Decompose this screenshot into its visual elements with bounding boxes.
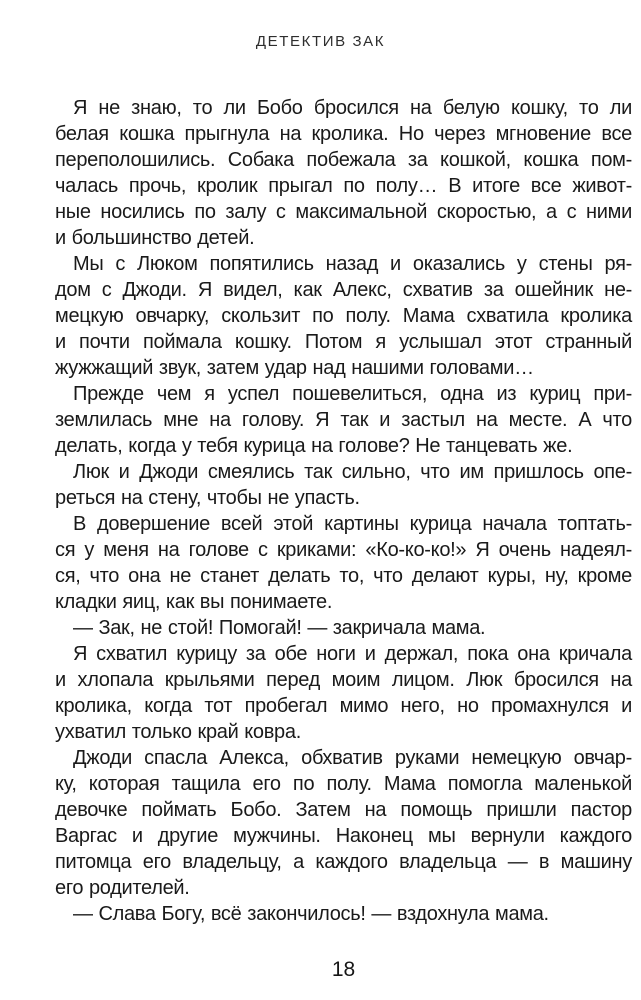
text-line: Я схватил курицу за обе ноги и держал, пока она кричала: [73, 643, 632, 665]
text-line: его родителей.: [55, 877, 190, 899]
text-line: — Слава Богу, всё закончилось! — вздохнула мама.: [73, 903, 549, 925]
paragraph: [55, 641, 632, 745]
text-line: Прежде чем я успел пошевелиться, одна из куриц при-: [73, 383, 632, 405]
text-line: жужжащий звук, затем удар над нашими головами…: [55, 357, 534, 379]
text-line: Люк и Джоди смеялись так сильно, что им пришлось опе-: [73, 461, 632, 483]
running-header: ДЕТЕКТИВ ЗАК: [255, 33, 386, 50]
text-line: дом с Джоди. Я видел, как Алекс, схватив за ошейник не-: [55, 279, 632, 301]
text-line: ку, которая тащила его по полу. Мама помогла маленькой: [55, 773, 632, 795]
text-line: Я не знаю, то ли Бобо бросился на белую кошку, то ли: [73, 97, 632, 119]
text-line: ся, что она не станет делать то, что делают куры, ну, кроме: [55, 565, 632, 587]
text-line: Мы с Люком попятились назад и оказались у стены ря-: [73, 253, 632, 275]
text-line: питомца его владельцу, а каждого владельца — в машину: [55, 851, 632, 873]
paragraph: [55, 901, 632, 927]
paragraph: [55, 615, 632, 641]
text-line: мецкую овчарку, скользит по полу. Мама схватила кролика: [55, 305, 632, 327]
text-line: и хлопала крыльями перед моим лицом. Люк бросился на: [55, 669, 632, 691]
text-line: Джоди спасла Алекса, обхватив руками немецкую овчар-: [73, 747, 632, 769]
paragraph: [55, 251, 632, 381]
text-line: ухватил только край ковра.: [55, 721, 301, 743]
body-text: [55, 95, 632, 927]
text-line: землилась мне на голову. Я так и застыл на месте. А что: [55, 409, 632, 431]
paragraph: [55, 745, 632, 901]
text-line: кладки яиц, как вы понимаете.: [55, 591, 333, 613]
page-number: 18: [331, 958, 356, 981]
text-line: и почти поймала кошку. Потом я услышал этот странный: [55, 331, 632, 353]
text-line: и большинство детей.: [55, 227, 255, 249]
text-line: белая кошка прыгнула на кролика. Но через мгновение все: [55, 123, 632, 145]
paragraph: [55, 381, 632, 459]
paragraph: [55, 459, 632, 511]
text-line: реться на стену, чтобы не упасть.: [55, 487, 360, 509]
text-line: ся у меня на голове с криками: «Ко-ко-ко!» Я очень надеял-: [55, 539, 632, 561]
text-line: В довершение всей этой картины курица начала топтать-: [73, 513, 632, 535]
text-line: переполошились. Собака побежала за кошкой, кошка пом-: [55, 149, 632, 171]
paragraph: [55, 95, 632, 251]
text-line: кролика, когда тот пробегал мимо него, но промахнулся и: [55, 695, 632, 717]
text-line: девочке поймать Бобо. Затем на помощь пришли пастор: [55, 799, 632, 821]
text-line: делать, когда у тебя курица на голове? Не танцевать же.: [55, 435, 573, 457]
text-line: Варгас и другие мужчины. Наконец мы вернули каждого: [55, 825, 632, 847]
text-line: — Зак, не стой! Помогай! — закричала мама.: [73, 617, 486, 639]
text-line: ные носились по залу с максимальной скоростью, а с ними: [55, 201, 632, 223]
text-line: чалась прочь, кролик прыгал по полу… В итоге все живот-: [55, 175, 632, 197]
paragraph: [55, 511, 632, 615]
